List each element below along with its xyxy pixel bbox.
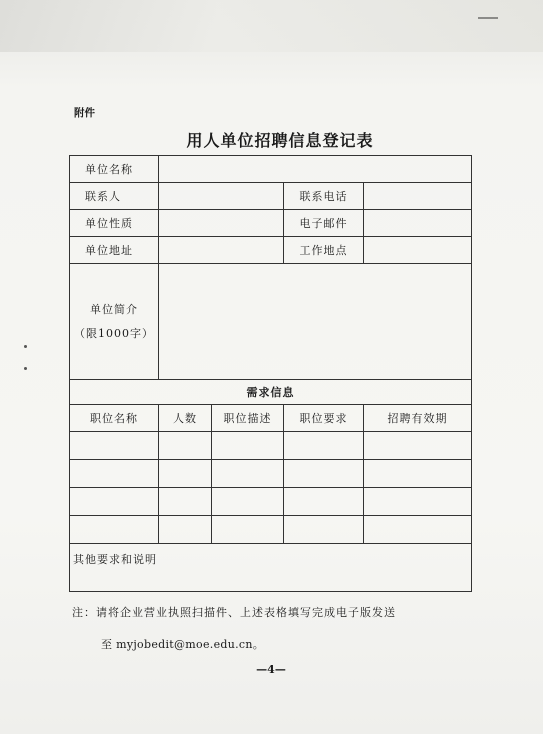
table-row — [70, 488, 472, 516]
row-nature — [70, 210, 472, 237]
contact-person-value — [159, 183, 284, 210]
work-location-value — [364, 237, 472, 264]
unit-nature-label: 单位性质 — [70, 210, 159, 237]
row-demand-title — [70, 380, 472, 405]
row-contact — [70, 183, 472, 210]
unit-name-value — [159, 156, 472, 183]
row-intro — [70, 264, 472, 380]
cell-headcount — [159, 488, 212, 516]
cell-position-requirements — [284, 488, 364, 516]
scan-shadow — [0, 0, 543, 52]
unit-intro-label — [70, 264, 159, 380]
cell-validity-period — [364, 432, 472, 460]
note-line-2: 至 myjobedit@moe.edu.cn。 — [101, 638, 265, 651]
cell-headcount — [159, 432, 212, 460]
cell-position-name — [70, 432, 159, 460]
form-title: 用人单位招聘信息登记表 — [186, 131, 374, 150]
cell-validity-period — [364, 488, 472, 516]
col-headcount: 人数 — [159, 405, 212, 432]
col-validity-period: 招聘有效期 — [364, 405, 472, 432]
cell-headcount — [159, 516, 212, 544]
cell-position-name — [70, 460, 159, 488]
scan-dot — [24, 367, 27, 370]
attachment-label: 附件 — [74, 107, 95, 119]
cell-position-description — [212, 488, 284, 516]
cell-validity-period — [364, 460, 472, 488]
email-label: 电子邮件 — [284, 210, 364, 237]
demand-header-row — [70, 405, 472, 432]
col-position-requirements: 职位要求 — [284, 405, 364, 432]
row-other — [70, 544, 472, 592]
work-location-label: 工作地点 — [284, 237, 364, 264]
col-position-name: 职位名称 — [70, 405, 159, 432]
col-position-description: 职位描述 — [212, 405, 284, 432]
unit-name-label: 单位名称 — [70, 156, 159, 183]
cell-position-requirements — [284, 516, 364, 544]
scan-dot — [24, 345, 27, 348]
email-value — [364, 210, 472, 237]
cell-position-requirements — [284, 460, 364, 488]
unit-address-value — [159, 237, 284, 264]
cell-validity-period — [364, 516, 472, 544]
cell-position-name — [70, 516, 159, 544]
cell-position-description — [212, 432, 284, 460]
table-row — [70, 516, 472, 544]
other-requirements: 其他要求和说明 — [70, 544, 472, 592]
unit-nature-value — [159, 210, 284, 237]
table-row — [70, 432, 472, 460]
cell-position-description — [212, 516, 284, 544]
registration-form-table — [69, 155, 472, 592]
demand-info-heading: 需求信息 — [70, 380, 472, 405]
cell-position-description — [212, 460, 284, 488]
cell-headcount — [159, 460, 212, 488]
note-line-1: 注：请将企业营业执照扫描件、上述表格填写完成电子版发送 — [72, 606, 396, 619]
unit-intro-line1: 单位简介 — [90, 302, 138, 316]
cell-position-requirements — [284, 432, 364, 460]
row-address — [70, 237, 472, 264]
unit-address-label: 单位地址 — [70, 237, 159, 264]
contact-phone-label: 联系电话 — [284, 183, 364, 210]
contact-person-label: 联系人 — [70, 183, 159, 210]
unit-intro-value — [159, 264, 472, 380]
scan-mark — [478, 17, 498, 19]
cell-position-name — [70, 488, 159, 516]
page-number: —4— — [256, 663, 286, 676]
contact-phone-value — [364, 183, 472, 210]
unit-intro-line2: （限1000字） — [74, 326, 154, 340]
row-unit-name — [70, 156, 472, 183]
table-row — [70, 460, 472, 488]
